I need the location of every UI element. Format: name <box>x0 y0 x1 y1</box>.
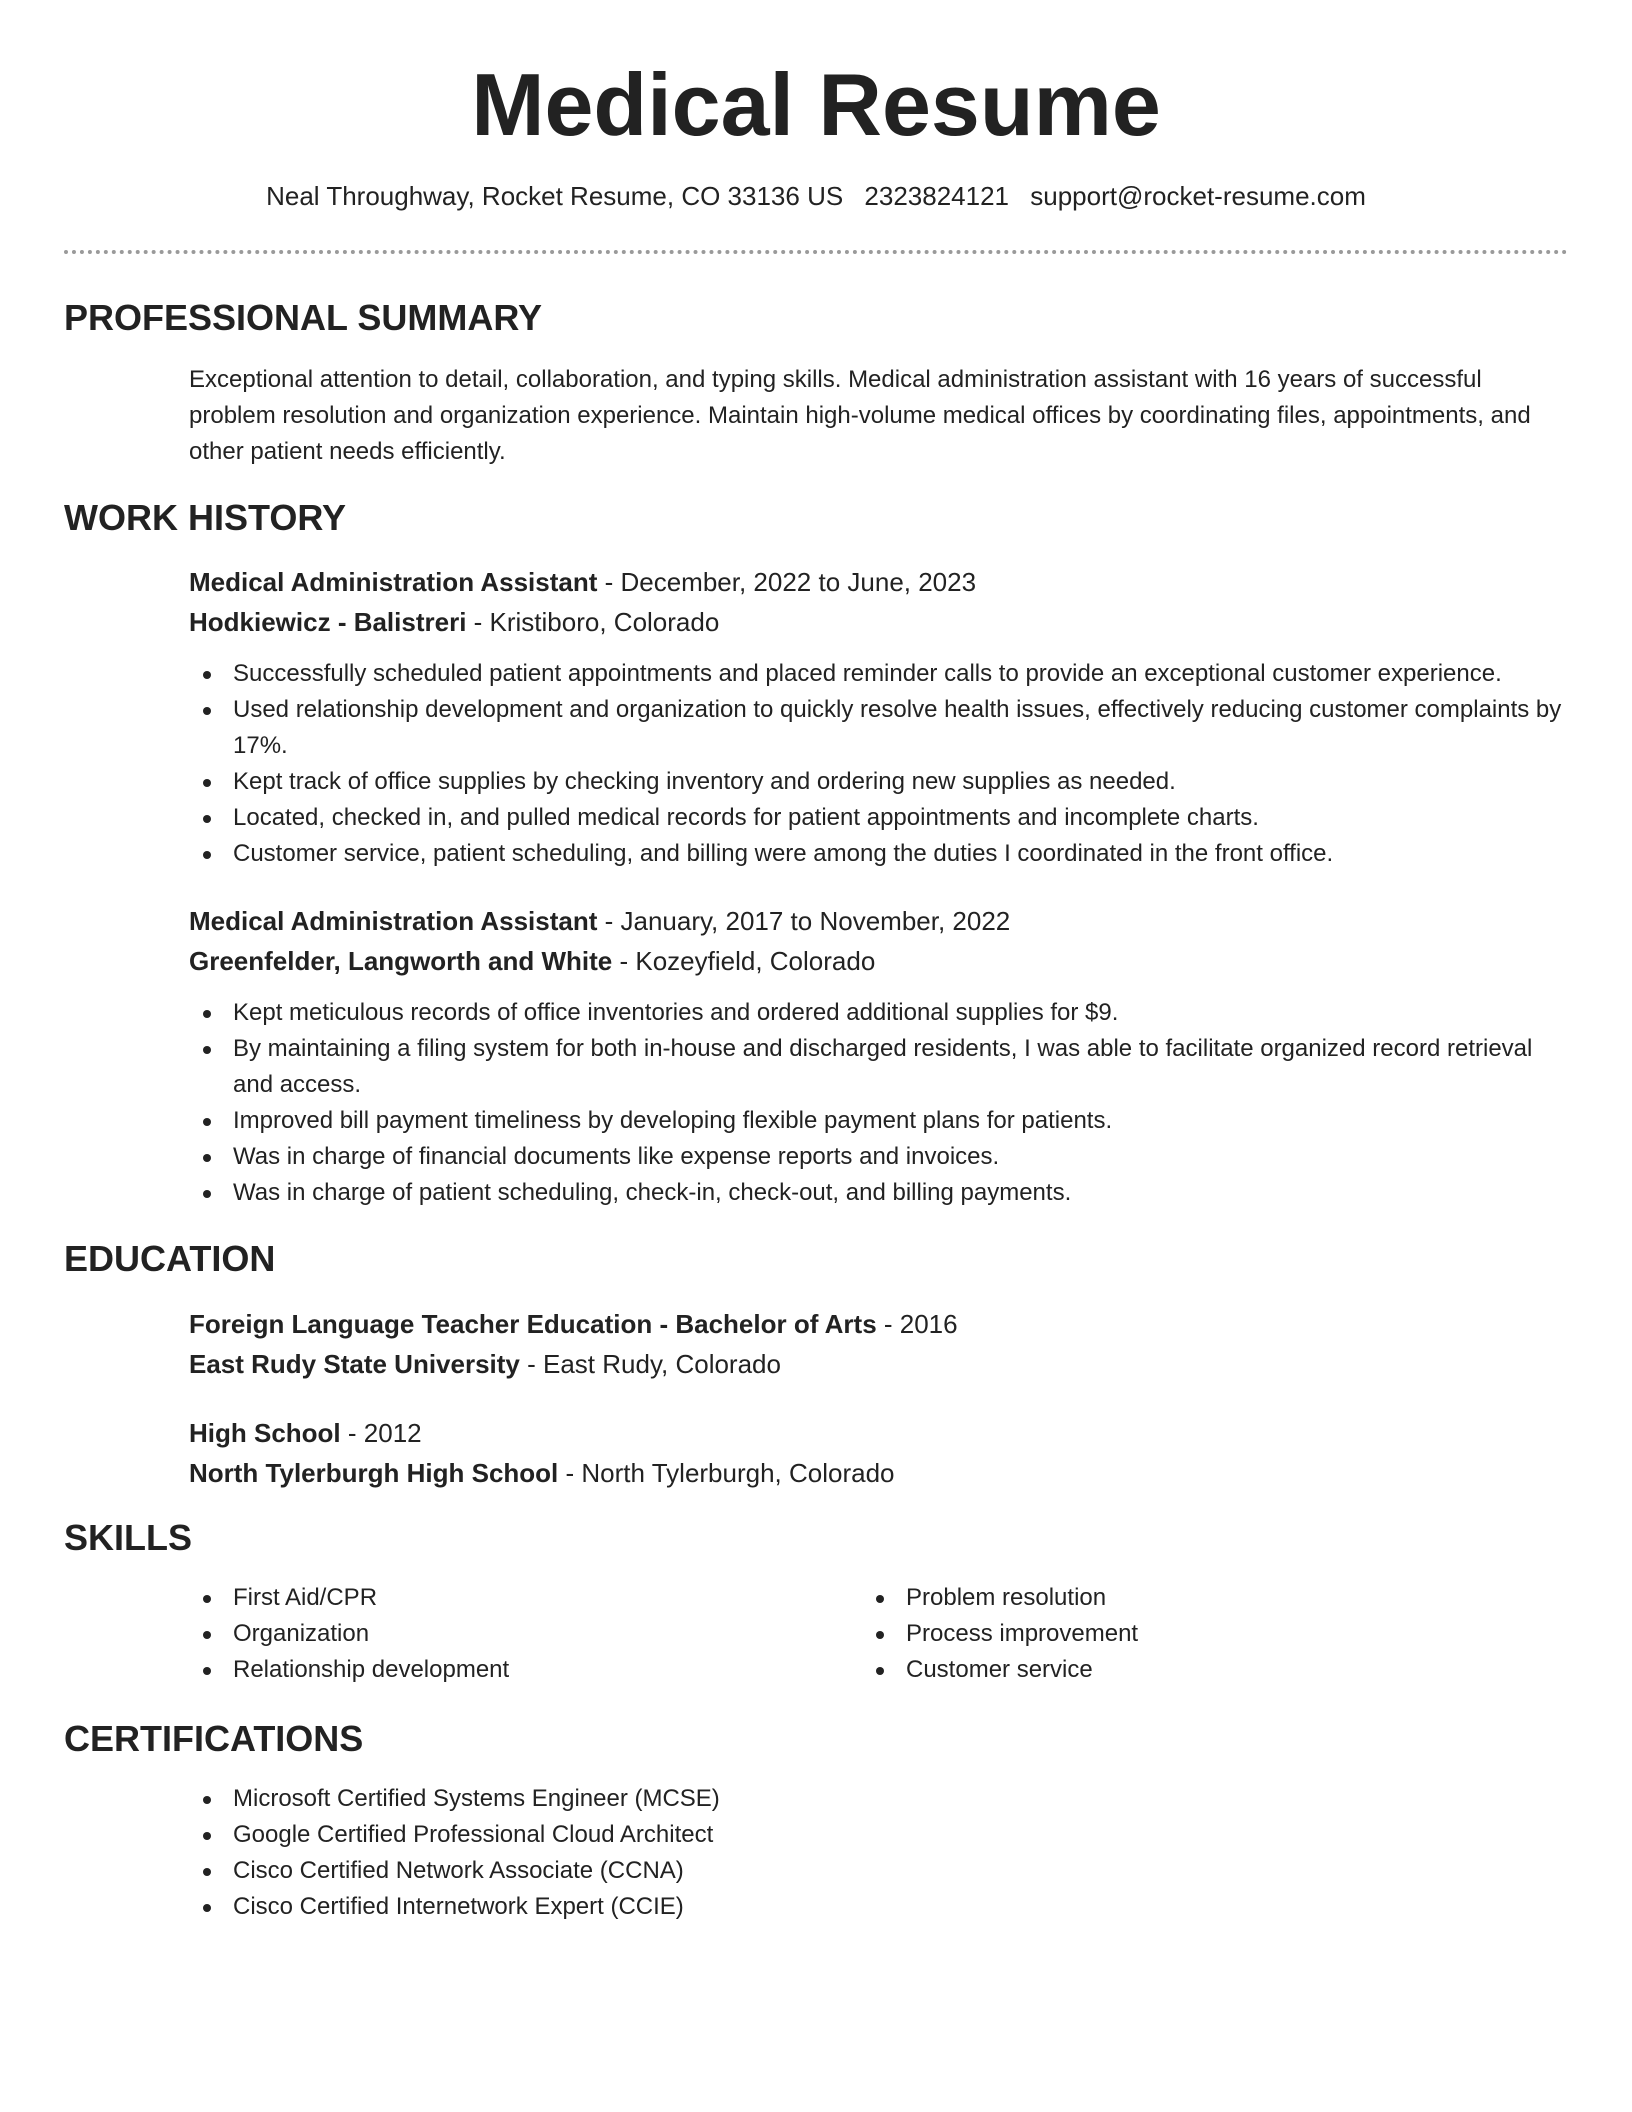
certification-item: Cisco Certified Internetwork Expert (CCIE) <box>189 1889 1389 1925</box>
skill-item: Relationship development <box>189 1652 789 1688</box>
contact-address: Neal Throughway, Rocket Resume, CO 33136 US <box>266 181 844 211</box>
job-entry <box>189 901 1568 1211</box>
education-heading: EDUCATION <box>64 1238 276 1279</box>
summary-text: Exceptional attention to detail, collaboration, and typing skills. Medical administration assistant with 16 years of successful problem resolution and organization experience. Maintain high-volume medical offices by coordinating files, appointments, and other patient needs efficiently. <box>189 366 1531 465</box>
education-entry <box>189 1413 1568 1493</box>
work-heading: WORK HISTORY <box>64 497 347 538</box>
job-company: Greenfelder, Langworth and White <box>189 946 613 976</box>
school-line <box>189 1453 1568 1493</box>
degree-year: - 2012 <box>340 1418 422 1448</box>
school-line <box>189 1344 1568 1384</box>
job-bullet: Was in charge of patient scheduling, check-in, check-out, and billing payments. <box>189 1175 1568 1211</box>
job-bullet: Used relationship development and organization to quickly resolve health issues, effectively reducing customer complaints by 17%. <box>189 692 1568 764</box>
job-title: Medical Administration Assistant <box>189 906 598 936</box>
school-location: - East Rudy, Colorado <box>519 1349 781 1379</box>
job-bullet: By maintaining a filing system for both in-house and discharged residents, I was able to facilitate organized record retrieval and access. <box>189 1031 1568 1103</box>
job-company-line <box>189 941 1568 981</box>
job-bullet: Located, checked in, and pulled medical records for patient appointments and incomplete charts. <box>189 800 1568 836</box>
job-title-line <box>189 901 1568 941</box>
degree: Foreign Language Teacher Education - Bachelor of Arts <box>189 1309 877 1339</box>
degree-line <box>189 1304 1568 1344</box>
header-divider <box>64 250 1568 254</box>
education-entry <box>189 1304 1568 1384</box>
job-bullet: Kept track of office supplies by checking inventory and ordering new supplies as needed. <box>189 764 1568 800</box>
job-bullets <box>189 656 1568 872</box>
skill-item: Organization <box>189 1616 789 1652</box>
skill-item: Process improvement <box>862 1616 1462 1652</box>
job-company: Hodkiewicz - Balistreri <box>189 607 467 637</box>
degree-line <box>189 1413 1568 1453</box>
certifications-heading: CERTIFICATIONS <box>64 1718 364 1759</box>
degree-year: - 2016 <box>876 1309 958 1339</box>
summary-section <box>189 362 1568 470</box>
school-location: - North Tylerburgh, Colorado <box>558 1458 895 1488</box>
certifications-list <box>189 1781 1389 1925</box>
job-bullet: Improved bill payment timeliness by developing flexible payment plans for patients. <box>189 1103 1568 1139</box>
job-bullet: Customer service, patient scheduling, and billing were among the duties I coordinated in the front office. <box>189 836 1568 872</box>
resume-title: Medical Resume <box>471 55 1161 154</box>
job-entry <box>189 562 1568 872</box>
skills-list-left <box>189 1580 789 1688</box>
job-bullet: Was in charge of financial documents like expense reports and invoices. <box>189 1139 1568 1175</box>
certification-item: Microsoft Certified Systems Engineer (MCSE) <box>189 1781 1389 1817</box>
degree: High School <box>189 1418 341 1448</box>
skills-list-right <box>862 1580 1462 1688</box>
summary-heading: PROFESSIONAL SUMMARY <box>64 297 543 338</box>
school: East Rudy State University <box>189 1349 520 1379</box>
job-location: - Kristiboro, Colorado <box>466 607 720 637</box>
job-title-line <box>189 562 1568 602</box>
contact-phone: 2323824121 <box>864 181 1010 211</box>
skill-item: Problem resolution <box>862 1580 1462 1616</box>
job-bullet: Successfully scheduled patient appointments and placed reminder calls to provide an exceptional customer experience. <box>189 656 1568 692</box>
job-company-line <box>189 602 1568 642</box>
skills-heading: SKILLS <box>64 1517 193 1558</box>
job-dates: - December, 2022 to June, 2023 <box>597 567 977 597</box>
contact-line <box>0 180 1632 214</box>
contact-email: support@rocket-resume.com <box>1030 181 1366 211</box>
job-bullet: Kept meticulous records of office inventories and ordered additional supplies for $9. <box>189 995 1568 1031</box>
school: North Tylerburgh High School <box>189 1458 559 1488</box>
job-bullets <box>189 995 1568 1211</box>
skill-item: Customer service <box>862 1652 1462 1688</box>
job-title: Medical Administration Assistant <box>189 567 598 597</box>
job-location: - Kozeyfield, Colorado <box>612 946 876 976</box>
certification-item: Google Certified Professional Cloud Architect <box>189 1817 1389 1853</box>
job-dates: - January, 2017 to November, 2022 <box>597 906 1011 936</box>
skill-item: First Aid/CPR <box>189 1580 789 1616</box>
certification-item: Cisco Certified Network Associate (CCNA) <box>189 1853 1389 1889</box>
